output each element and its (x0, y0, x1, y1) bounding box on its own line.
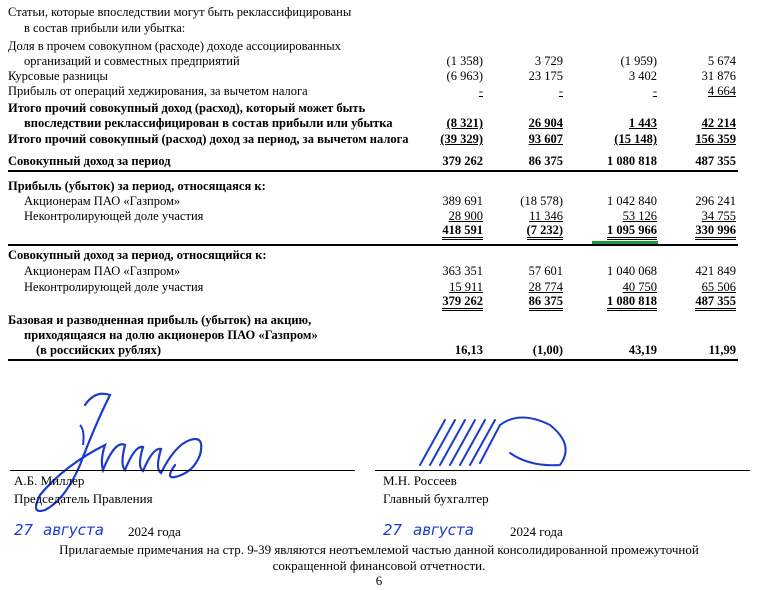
value-col4: 11,99 (708, 343, 736, 357)
signature-line-left (10, 470, 355, 471)
row-oci-net (0, 131, 758, 147)
signatory-name-right: М.Н. Россеев (383, 473, 457, 488)
value-col2: 26 904 (528, 116, 563, 130)
row-label: в состав прибыли или убытка: (24, 21, 186, 35)
section-divider (8, 359, 738, 361)
value-col3: 1 080 818 (607, 154, 657, 168)
signature-line-right (375, 470, 750, 471)
value-col4: 156 359 (695, 132, 736, 146)
section-divider (8, 244, 738, 246)
row-eps-heading-2 (0, 327, 758, 343)
row-label: Неконтролирующей доле участия (24, 280, 204, 294)
row-ci-nci (0, 279, 758, 295)
section-divider (8, 170, 738, 172)
value-col2: (7 232) (527, 223, 563, 240)
value-col1: 28 900 (448, 209, 483, 223)
value-col1: 15 911 (449, 280, 483, 294)
row-reclass-heading (0, 4, 758, 20)
value-col4: 4 664 (707, 84, 736, 98)
value-col3: 1 042 840 (607, 194, 657, 208)
date-year-right: 2024 года (510, 524, 563, 539)
value-col3: 1 095 966 (607, 223, 657, 240)
value-col1: (1 358) (446, 54, 483, 68)
value-col1: 379 262 (442, 294, 483, 311)
row-profit-total (0, 223, 758, 239)
row-eps-heading (0, 312, 758, 328)
value-col3: 1 080 818 (607, 294, 657, 311)
value-col2: 93 607 (528, 132, 563, 146)
row-ci-sum (0, 294, 758, 310)
footer-note-line2: сокращенной финансовой отчетности. (272, 558, 486, 573)
date-day-right: 27 (383, 521, 403, 539)
row-label: Акционерам ПАО «Газпром» (24, 194, 181, 208)
row-label: Неконтролирующей доле участия (24, 209, 204, 223)
value-col2: 86 375 (528, 154, 563, 168)
row-profit-heading (0, 178, 758, 194)
row-label: впоследствии реклассифицирован в состав прибыли или убытка (24, 116, 393, 130)
value-col3: 53 126 (622, 209, 657, 223)
row-associates (0, 38, 758, 54)
value-col4: 421 849 (695, 264, 736, 278)
date-year-left: 2024 года (128, 524, 181, 539)
row-label: Доля в прочем совокупном (расходе) доходе ассоциированных (8, 39, 341, 53)
signatory-title-left: Председатель Правления (14, 491, 153, 506)
row-hedging (0, 83, 758, 99)
row-label: Статьи, которые впоследствии могут быть реклассифицированы (8, 5, 352, 19)
row-label: приходящаяся на долю акционеров ПАО «Газпром» (24, 328, 318, 342)
row-label: Акционерам ПАО «Газпром» (24, 264, 181, 278)
value-col3: 43,19 (628, 343, 657, 357)
value-col4: 487 355 (695, 154, 736, 168)
value-col1: 363 351 (442, 264, 483, 278)
row-reclass-heading-2 (0, 20, 758, 36)
value-col3: (15 148) (614, 132, 657, 146)
value-col1: (8 321) (446, 116, 483, 130)
value-col3: 1 443 (628, 116, 657, 130)
value-col2: 28 774 (528, 280, 563, 294)
value-col2: 57 601 (528, 264, 563, 278)
value-col2: - (558, 84, 563, 98)
value-col1: 379 262 (442, 154, 483, 168)
value-col2: 86 375 (529, 294, 563, 311)
row-ci-shareholders (0, 263, 758, 279)
value-col4: 5 674 (707, 54, 736, 68)
value-col4: 487 355 (695, 294, 736, 311)
value-col2: 3 729 (534, 54, 563, 68)
row-ci-heading (0, 247, 758, 263)
row-label: организаций и совместных предприятий (24, 54, 240, 68)
value-col3: 1 040 068 (607, 264, 657, 278)
row-label: Итого прочий совокупный (расход) доход за период, за вычетом налога (8, 132, 409, 146)
date-month-right: августа (413, 521, 474, 539)
row-oci-total (0, 115, 758, 131)
signatory-name-left: А.Б. Миллер (14, 473, 85, 488)
row-associates-2 (0, 53, 758, 69)
value-col3: (1 959) (620, 54, 657, 68)
row-label: Курсовые разницы (8, 69, 108, 83)
row-eps (0, 342, 758, 358)
row-label: (в российских рублях) (36, 343, 162, 357)
value-col4: 330 996 (695, 223, 736, 240)
value-col1: - (478, 84, 483, 98)
value-col2: (1,00) (532, 343, 563, 357)
date-month-left: августа (43, 521, 104, 539)
row-comprehensive-income (0, 153, 758, 169)
value-col4: 65 506 (701, 280, 736, 294)
value-col2: (18 578) (520, 194, 563, 208)
row-label: Совокупный доход за период (8, 154, 171, 168)
value-col3: - (652, 84, 657, 98)
row-label: Итого прочий совокупный доход (расход), который может быть (8, 101, 366, 115)
row-fx-differences (0, 68, 758, 84)
value-col1: (6 963) (446, 69, 483, 83)
row-label: Базовая и разводненная прибыль (убыток) на акцию, (8, 313, 312, 327)
row-label: Прибыль (убыток) за период, относящаяся к: (8, 179, 266, 193)
row-oci-total-heading (0, 100, 758, 116)
signatory-title-right: Главный бухгалтер (383, 491, 489, 506)
row-profit-nci (0, 208, 758, 224)
footer-note-line1: Прилагаемые примечания на стр. 9-39 являются неотъемлемой частью данной консолидированной промежуточной (59, 542, 699, 557)
value-col2: 23 175 (528, 69, 563, 83)
page-number: 6 (375, 573, 383, 588)
value-col1: 389 691 (442, 194, 483, 208)
row-label: Совокупный доход за период, относящийся к: (8, 248, 267, 262)
value-col1: 418 591 (442, 223, 483, 240)
date-day-left: 27 (14, 521, 34, 539)
value-col4: 42 214 (701, 116, 736, 130)
value-col4: 34 755 (701, 209, 736, 223)
value-col3: 3 402 (628, 69, 657, 83)
value-col3: 40 750 (622, 280, 657, 294)
value-col4: 296 241 (695, 194, 736, 208)
row-profit-shareholders (0, 193, 758, 209)
row-label: Прибыль от операций хеджирования, за вычетом налога (8, 84, 308, 98)
value-col1: (39 329) (440, 132, 483, 146)
value-col2: 11 346 (529, 209, 563, 223)
value-col4: 31 876 (701, 69, 736, 83)
value-col1: 16,13 (454, 343, 483, 357)
